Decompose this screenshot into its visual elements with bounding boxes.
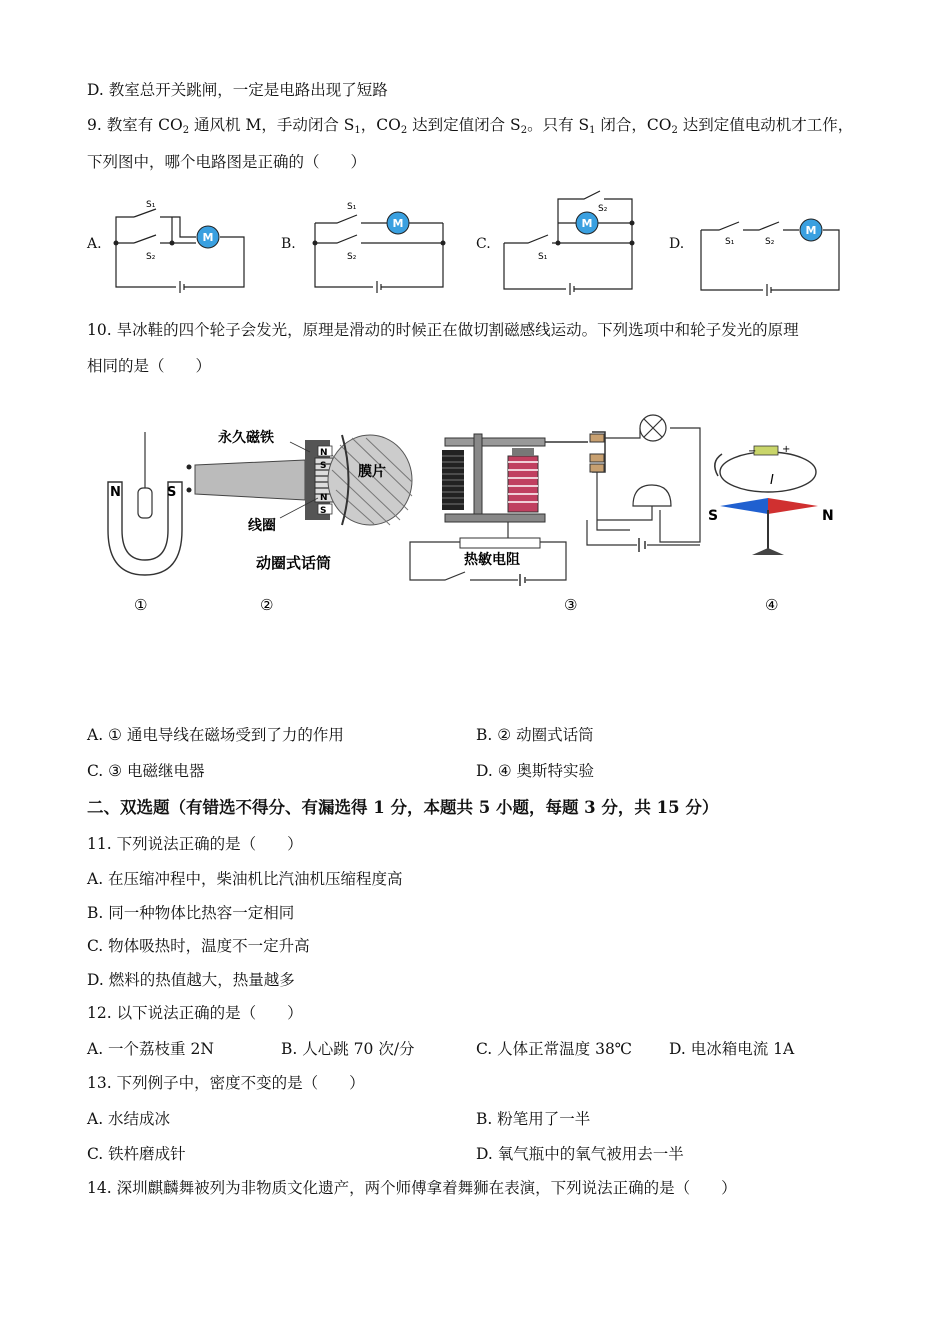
q11-option-d: D. 燃料的热值越大，热量越多 (87, 971, 295, 989)
q9-stem-line1 (87, 115, 853, 141)
q14-stem: 14. 深圳麒麟舞被列为非物质文化遗产，两个师傅拿着舞狮在表演，下列说法正确的是（ ） (87, 1179, 737, 1197)
switch-label: S₁ (725, 237, 735, 247)
q9-label-b: B. (281, 236, 296, 252)
q8-option-d: D. 教室总开关跳闸，一定是电路出现了短路 (87, 81, 388, 99)
q9-text: 。只有 S (527, 116, 590, 134)
q10-option-d: D. ④ 奥斯特实验 (476, 762, 595, 780)
diaphragm-label: 膜片 (358, 464, 386, 480)
q12-option-a: A. 一个荔枝重 2N (87, 1040, 214, 1058)
pole-label: S (320, 506, 327, 516)
switch-label: S₂ (765, 237, 775, 247)
subscript: 2 (520, 125, 528, 136)
battery-plus: + (782, 444, 791, 455)
switch-label: S₂ (598, 204, 608, 214)
q9-label-c: C. (476, 236, 491, 252)
circuit-diagram-b (305, 195, 450, 295)
circuit-diagram-a (108, 195, 253, 295)
q12-option-b: B. 人心跳 70 次/分 (281, 1040, 415, 1058)
compass-s-label: S (708, 508, 719, 524)
pole-label: N (320, 493, 328, 503)
mic-caption: 动圈式话筒 (256, 554, 332, 572)
q12-option-c: C. 人体正常温度 38℃ (476, 1040, 633, 1058)
coil-label: 线圈 (248, 518, 276, 534)
q10-stem-line1: 10. 旱冰鞋的四个轮子会发光，原理是滑动的时候正在做切割磁感线运动。下列选项中和轮子发光的原理 (87, 321, 799, 339)
subscript: 1 (589, 125, 596, 136)
switch-label: S₂ (146, 252, 156, 262)
subscript: 2 (400, 125, 408, 136)
motor-label: M (392, 217, 404, 230)
q13-option-a: A. 水结成冰 (87, 1110, 171, 1128)
figure-number-4: ④ (765, 596, 779, 614)
q10-stem-line2: 相同的是（ ） (87, 357, 212, 375)
subscript: 1 (354, 125, 361, 136)
q13-option-c: C. 铁杵磨成针 (87, 1145, 186, 1163)
q13-option-d: D. 氧气瓶中的氧气被用去一半 (476, 1145, 684, 1163)
q10-option-a: A. ① 通电导线在磁场受到了力的作用 (87, 726, 344, 744)
circuit-diagram-c (500, 185, 640, 295)
switch-label: S₂ (347, 252, 357, 262)
subscript: 2 (182, 125, 190, 136)
subscript: 2 (671, 125, 678, 136)
circuit-diagram-d (695, 210, 845, 300)
q10-option-c: C. ③ 电磁继电器 (87, 762, 205, 780)
q11-option-b: B. 同一种物体比热容一定相同 (87, 904, 295, 922)
motor-label: M (202, 231, 214, 244)
q10-figure (100, 410, 860, 620)
switch-label: S₁ (538, 252, 548, 262)
magnet-n-label: N (110, 485, 121, 500)
q9-label-d: D. (669, 236, 685, 252)
q9-text: 达到定值闭合 S (407, 116, 521, 134)
permanent-magnet-label: 永久磁铁 (218, 430, 274, 446)
q9-text: 9. 教室有 CO (87, 116, 183, 134)
q9-text: ，CO (360, 116, 401, 134)
dynamic-microphone (187, 429, 413, 614)
figure-number-2: ② (260, 596, 274, 614)
battery-minus: − (748, 446, 757, 457)
q9-text: 通风机 M，手动闭合 S (189, 116, 355, 134)
magnet-s-label: S (167, 485, 177, 500)
q9-text: 闭合，CO (595, 116, 672, 134)
thermistor-label: 热敏电阻 (464, 552, 520, 568)
pole-label: N (320, 448, 328, 458)
oersted-experiment (708, 444, 834, 614)
q9-stem-line2: 下列图中，哪个电路图是正确的（ ） (87, 153, 367, 171)
q13-stem: 13. 下列例子中，密度不变的是（ ） (87, 1074, 365, 1092)
figure-number-3: ③ (564, 596, 578, 614)
switch-label: S₁ (146, 200, 156, 210)
q11-option-a: A. 在压缩冲程中，柴油机比汽油机压缩程度高 (87, 870, 403, 888)
current-label: I (770, 473, 774, 488)
relay-circuit (410, 415, 700, 614)
q11-stem: 11. 下列说法正确的是（ ） (87, 835, 303, 853)
section-title: 二、双选题（有错选不得分、有漏选得 1 分，本题共 5 小题，每题 3 分，共 15 分） (87, 798, 719, 817)
q11-option-c: C. 物体吸热时，温度不一定升高 (87, 937, 310, 955)
motor-label: M (581, 217, 593, 230)
q9-text: 达到定值电动机才工作， (677, 116, 854, 134)
q10-option-b: B. ② 动圈式话筒 (476, 726, 594, 744)
compass-n-label: N (822, 508, 834, 524)
figure-number-1: ① (134, 596, 148, 614)
pole-label: S (320, 461, 327, 471)
motor-label: M (805, 224, 817, 237)
q13-option-b: B. 粉笔用了一半 (476, 1110, 591, 1128)
u-magnet (108, 432, 182, 614)
q12-stem: 12. 以下说法正确的是（ ） (87, 1004, 303, 1022)
switch-label: S₁ (347, 202, 357, 212)
q12-option-d: D. 电冰箱电流 1A (669, 1040, 795, 1058)
q9-label-a: A. (87, 236, 102, 252)
